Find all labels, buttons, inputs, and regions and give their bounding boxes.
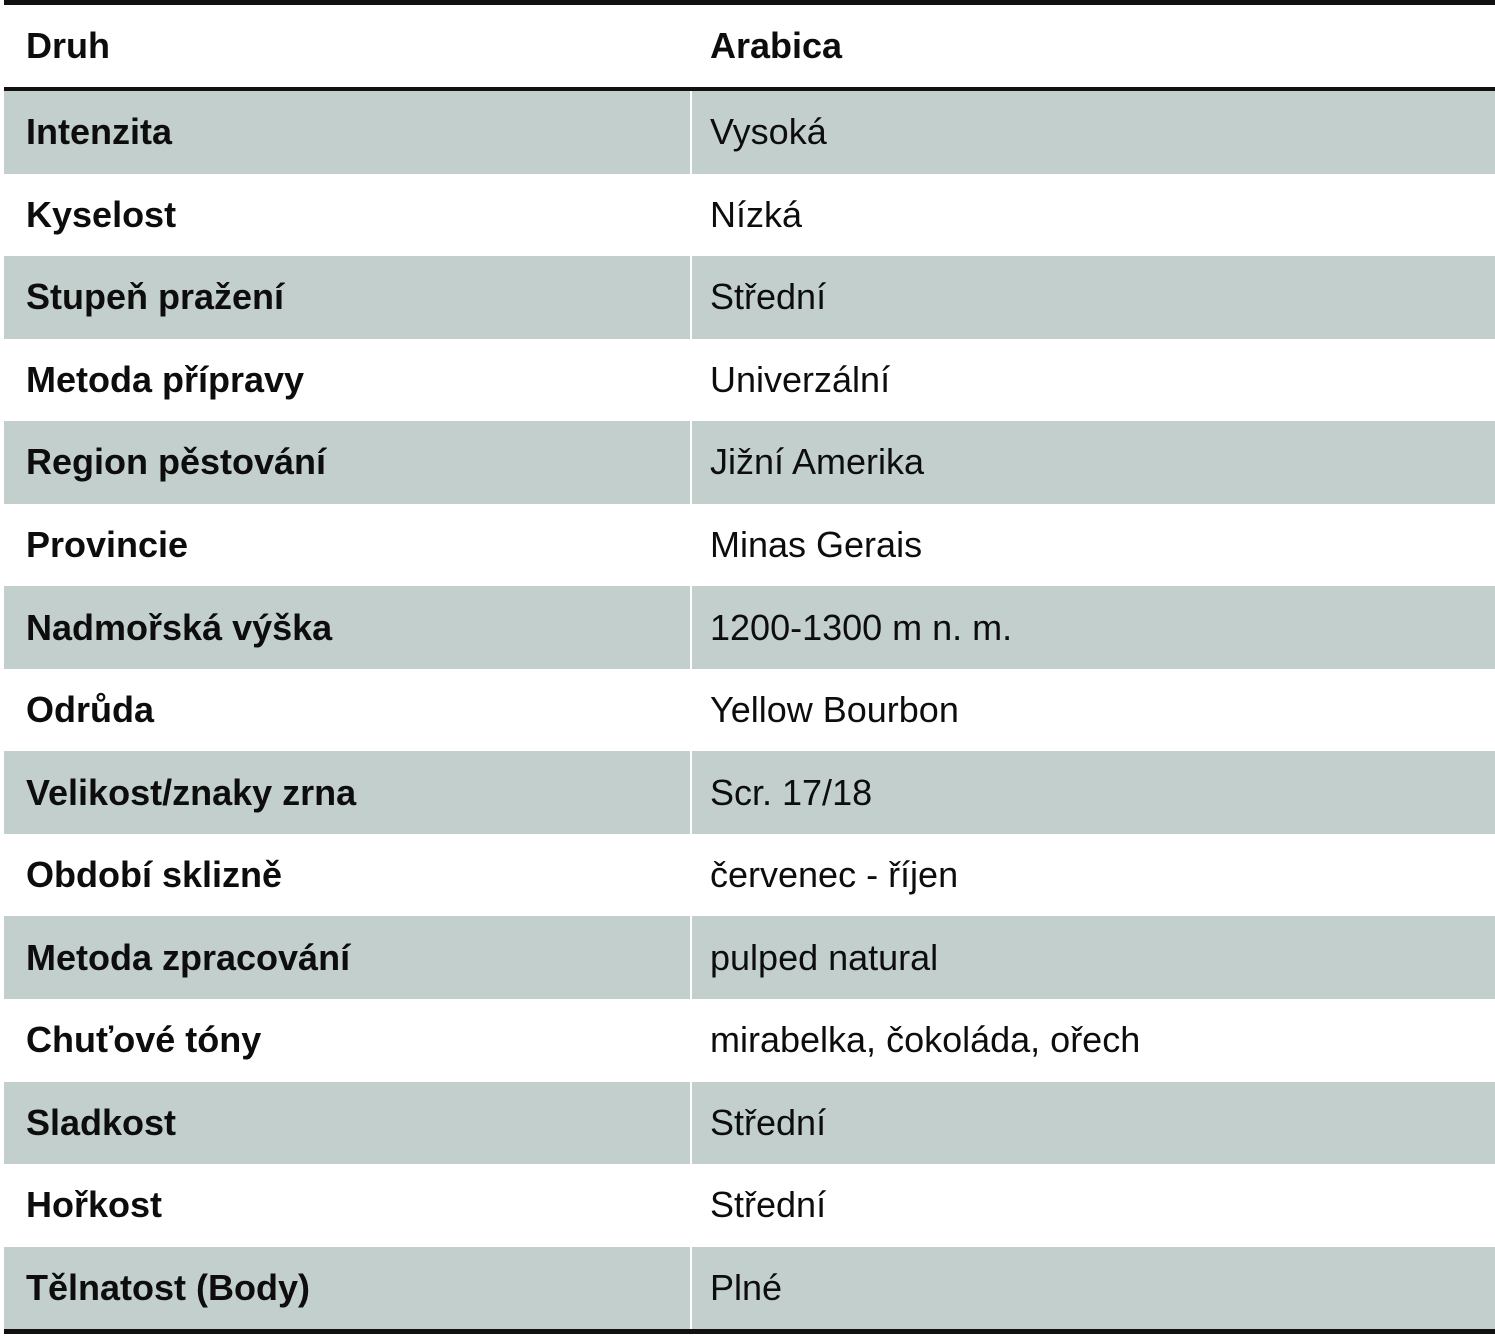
row-label: Kyselost (26, 193, 177, 235)
table-row (4, 339, 1495, 422)
row-label: Nadmořská výška (26, 606, 333, 648)
row-value: pulped natural (710, 936, 939, 978)
row-label: Metoda zpracování (26, 936, 351, 978)
row-value: Střední (710, 1184, 827, 1226)
column-divider (690, 256, 692, 339)
row-label: Velikost/znaky zrna (26, 771, 357, 813)
table-row (4, 669, 1495, 752)
table-row (4, 999, 1495, 1082)
table-row (4, 91, 1495, 174)
table-row (4, 916, 1495, 999)
row-value: Scr. 17/18 (710, 771, 873, 813)
table-row (4, 256, 1495, 339)
row-label: Provincie (26, 524, 189, 565)
row-label: Období sklizně (26, 854, 283, 896)
row-label: Chuťové tóny (26, 1019, 262, 1061)
table-body (4, 91, 1495, 1329)
row-label: Metoda přípravy (26, 358, 305, 400)
row-value: 1200-1300 m n. m. (710, 606, 1013, 648)
row-value: Univerzální (710, 358, 891, 400)
row-label: Region pěstování (26, 441, 327, 483)
row-value: Yellow Bourbon (710, 689, 959, 731)
table-bottom-rule (4, 1329, 1495, 1334)
column-divider (690, 1247, 692, 1330)
row-label: Odrůda (26, 689, 155, 731)
table-row (4, 834, 1495, 917)
column-divider (690, 751, 692, 834)
row-label: Tělnatost (Body) (26, 1266, 310, 1308)
table-row (4, 421, 1495, 504)
table-row (4, 586, 1495, 669)
row-value: Střední (710, 1101, 827, 1143)
table-header-row (4, 5, 1495, 87)
column-divider (690, 1082, 692, 1165)
table-row (4, 504, 1495, 587)
row-value: Plné (710, 1266, 783, 1308)
row-value: mirabelka, čokoláda, ořech (710, 1019, 1141, 1061)
row-label: Stupeň pražení (26, 276, 285, 318)
table-row (4, 174, 1495, 257)
table-row (4, 751, 1495, 834)
row-value: Nízká (710, 193, 803, 235)
column-divider (690, 91, 692, 174)
row-value: Střední (710, 276, 827, 318)
header-label: Druh (26, 25, 110, 66)
row-value: Vysoká (710, 111, 827, 153)
row-value: červenec - říjen (710, 854, 959, 896)
coffee-spec-table (4, 0, 1495, 1336)
table-row (4, 1082, 1495, 1165)
row-label: Intenzita (26, 111, 173, 153)
column-divider (690, 421, 692, 504)
row-label: Hořkost (26, 1184, 163, 1226)
row-label: Sladkost (26, 1101, 177, 1143)
column-divider (690, 586, 692, 669)
header-value: Arabica (710, 25, 843, 66)
row-value: Jižní Amerika (710, 441, 925, 483)
row-value: Minas Gerais (710, 524, 923, 565)
table-row (4, 1247, 1495, 1330)
column-divider (690, 916, 692, 999)
table-row (4, 1164, 1495, 1247)
